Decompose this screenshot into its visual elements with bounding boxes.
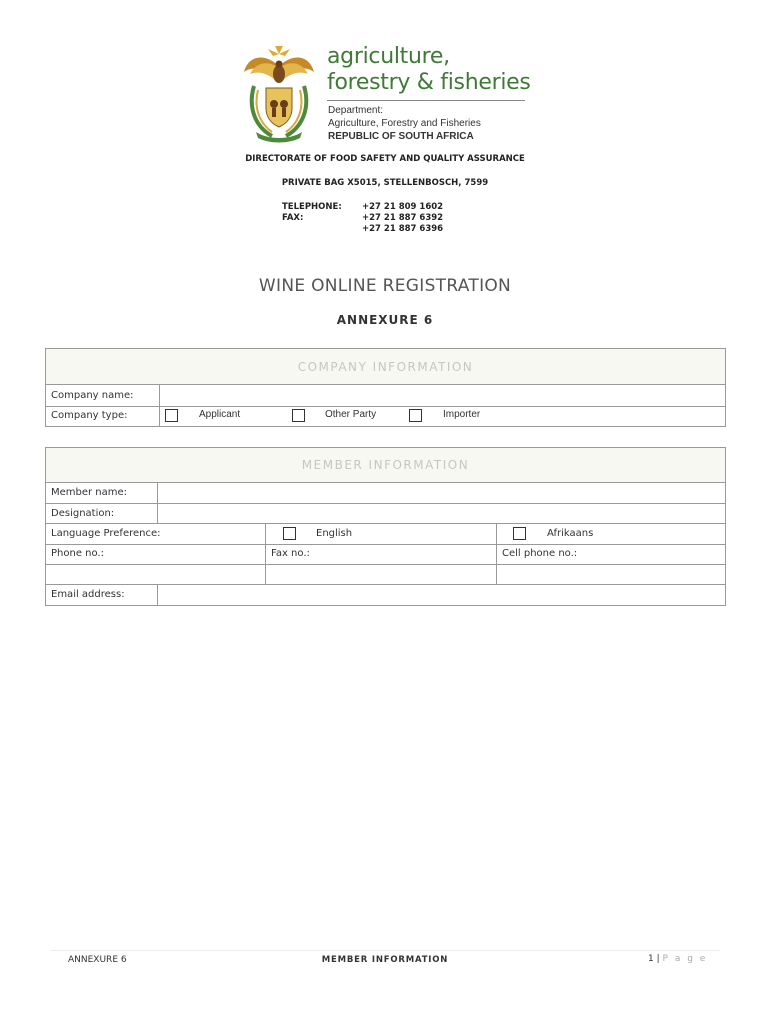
- page-number-value: 1: [648, 954, 654, 964]
- footer-section-title: MEMBER INFORMATION: [321, 955, 449, 965]
- cell-phone-input[interactable]: [497, 565, 725, 584]
- fax-number-2: +27 21 887 6396: [362, 224, 444, 234]
- company-name-input[interactable]: [160, 386, 725, 406]
- fax-number-1: +27 21 887 6392: [362, 213, 444, 223]
- afrikaans-checkbox[interactable]: [513, 527, 526, 540]
- footer-divider: [50, 950, 720, 951]
- other-party-checkbox[interactable]: [292, 409, 305, 422]
- telephone-label: TELEPHONE:: [282, 202, 342, 212]
- importer-option-label: Importer: [443, 409, 481, 420]
- company-type-label: Company type:: [51, 410, 128, 421]
- postal-address: PRIVATE BAG X5015, STELLENBOSCH, 7599: [281, 178, 489, 188]
- member-section-heading: MEMBER INFORMATION: [46, 448, 725, 483]
- member-name-input[interactable]: [158, 484, 725, 503]
- fax-label: FAX:: [282, 213, 304, 223]
- applicant-option-label: Applicant: [199, 409, 241, 420]
- member-name-label: Member name:: [51, 487, 128, 498]
- page-number: [648, 954, 707, 964]
- directorate-heading: DIRECTORATE OF FOOD SAFETY AND QUALITY ASSURANCE: [245, 154, 525, 164]
- phone-label: Phone no.:: [51, 548, 104, 559]
- footer-annexure: ANNEXURE 6: [68, 955, 127, 965]
- row-divider: [46, 544, 725, 545]
- telephone-number: +27 21 809 1602: [362, 202, 444, 212]
- company-name-label: Company name:: [51, 390, 134, 401]
- phone-input[interactable]: [46, 565, 265, 584]
- language-preference-label: Language Preference:: [51, 528, 161, 539]
- email-label: Email address:: [51, 589, 125, 600]
- dept-name: Agriculture, Forestry and Fisheries: [328, 118, 481, 129]
- applicant-checkbox[interactable]: [165, 409, 178, 422]
- brand-divider: [327, 100, 525, 101]
- dept-label: Department:: [328, 105, 384, 116]
- page-separator: |: [656, 954, 660, 964]
- fax-number-label: Fax no.:: [271, 548, 310, 559]
- other-party-option-label: Other Party: [325, 409, 377, 420]
- page-word: P a g e: [662, 954, 708, 964]
- brand-line-2: forestry & fisheries: [327, 70, 531, 95]
- row-divider: [46, 523, 725, 524]
- fax-input[interactable]: [266, 565, 496, 584]
- email-input[interactable]: [158, 585, 725, 605]
- english-option-label: English: [316, 528, 353, 539]
- designation-label: Designation:: [51, 508, 115, 519]
- annexure-label: ANNEXURE 6: [336, 313, 434, 327]
- english-checkbox[interactable]: [283, 527, 296, 540]
- brand-line-1: agriculture,: [327, 44, 450, 69]
- afrikaans-option-label: Afrikaans: [547, 528, 594, 539]
- page-title: WINE ONLINE REGISTRATION: [258, 276, 512, 296]
- company-section-heading: COMPANY INFORMATION: [46, 349, 725, 385]
- cell-phone-label: Cell phone no.:: [502, 548, 578, 559]
- dept-country: REPUBLIC OF SOUTH AFRICA: [328, 131, 474, 142]
- coat-of-arms-icon: [242, 46, 316, 144]
- importer-checkbox[interactable]: [409, 409, 422, 422]
- designation-input[interactable]: [158, 504, 725, 523]
- row-divider: [46, 406, 725, 407]
